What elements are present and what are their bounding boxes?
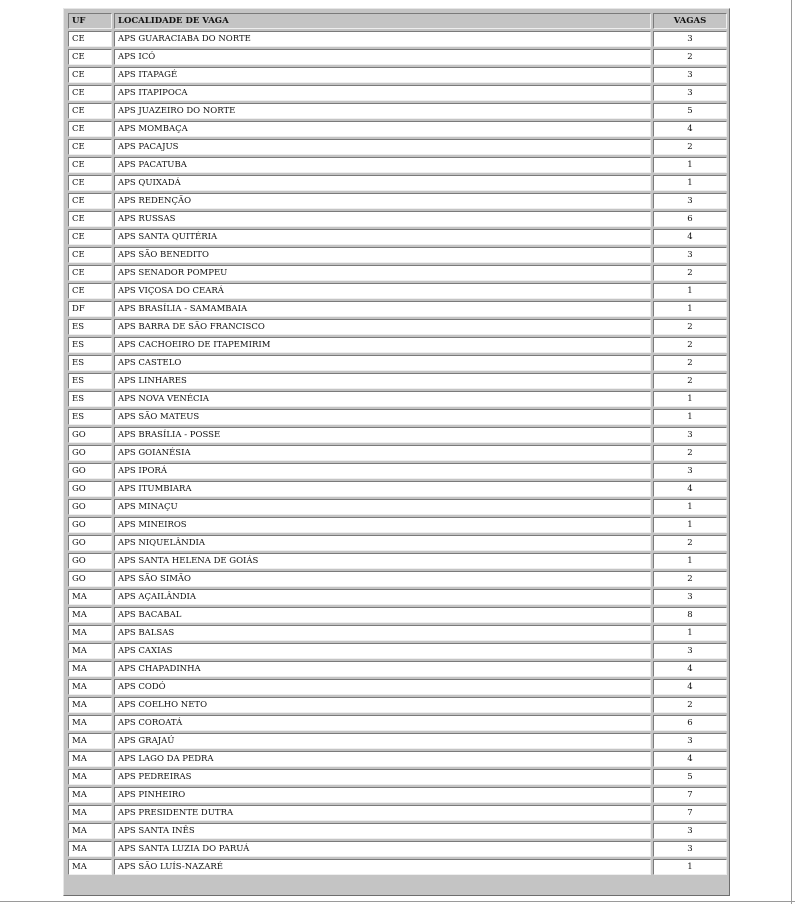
row-vagas-cell: 1 — [653, 283, 727, 299]
row-localidade-cell: APS IPORÁ — [114, 463, 651, 479]
row-vagas-cell: 7 — [653, 805, 727, 821]
table-row — [68, 103, 727, 119]
row-localidade-cell: APS BALSAS — [114, 625, 651, 641]
row-uf-cell: MA — [68, 679, 112, 695]
row-localidade-cell: APS LINHARES — [114, 373, 651, 389]
table-row — [68, 175, 727, 191]
table-row — [68, 247, 727, 263]
row-uf-cell: ES — [68, 409, 112, 425]
row-uf-cell: CE — [68, 175, 112, 191]
row-uf-cell: CE — [68, 265, 112, 281]
row-localidade-cell: APS NOVA VENÉCIA — [114, 391, 651, 407]
row-uf-cell: CE — [68, 157, 112, 173]
row-localidade-cell: APS PACAJUS — [114, 139, 651, 155]
table-row — [68, 769, 727, 785]
row-uf-cell: ES — [68, 337, 112, 353]
table-row — [68, 301, 727, 317]
row-vagas-cell: 4 — [653, 661, 727, 677]
row-vagas-cell: 3 — [653, 643, 727, 659]
row-localidade-cell: APS BRASÍLIA - POSSE — [114, 427, 651, 443]
row-localidade-cell: APS VIÇOSA DO CEARÁ — [114, 283, 651, 299]
row-uf-cell: CE — [68, 139, 112, 155]
table-row — [68, 859, 727, 875]
row-vagas-cell: 2 — [653, 337, 727, 353]
row-uf-cell: CE — [68, 85, 112, 101]
row-localidade-cell: APS SANTA HELENA DE GOIÁS — [114, 553, 651, 569]
table-row — [68, 427, 727, 443]
row-localidade-cell: APS SÃO SIMÃO — [114, 571, 651, 587]
table-row — [68, 229, 727, 245]
row-vagas-cell: 1 — [653, 859, 727, 875]
row-localidade-cell: APS JUAZEIRO DO NORTE — [114, 103, 651, 119]
row-uf-cell: GO — [68, 571, 112, 587]
row-localidade-cell: APS ICÓ — [114, 49, 651, 65]
row-uf-cell: CE — [68, 283, 112, 299]
row-vagas-cell: 7 — [653, 787, 727, 803]
header-localidade: LOCALIDADE DE VAGA — [114, 13, 651, 29]
table-row — [68, 823, 727, 839]
row-uf-cell: CE — [68, 67, 112, 83]
row-vagas-cell: 1 — [653, 391, 727, 407]
row-vagas-cell: 3 — [653, 193, 727, 209]
table-row — [68, 787, 727, 803]
row-vagas-cell: 4 — [653, 121, 727, 137]
row-uf-cell: MA — [68, 859, 112, 875]
row-localidade-cell: APS ITAPIPOCA — [114, 85, 651, 101]
table-row — [68, 49, 727, 65]
row-localidade-cell: APS PEDREIRAS — [114, 769, 651, 785]
table-row — [68, 265, 727, 281]
table-row — [68, 31, 727, 47]
vacancy-table-header — [68, 13, 727, 29]
row-vagas-cell: 4 — [653, 679, 727, 695]
row-localidade-cell: APS MINAÇU — [114, 499, 651, 515]
row-localidade-cell: APS SENADOR POMPEU — [114, 265, 651, 281]
row-uf-cell: ES — [68, 373, 112, 389]
row-vagas-cell: 2 — [653, 319, 727, 335]
table-row — [68, 517, 727, 533]
row-uf-cell: GO — [68, 535, 112, 551]
row-localidade-cell: APS NIQUELÂNDIA — [114, 535, 651, 551]
row-vagas-cell: 4 — [653, 751, 727, 767]
row-localidade-cell: APS SANTA LUZIA DO PARUÁ — [114, 841, 651, 857]
row-uf-cell: CE — [68, 121, 112, 137]
row-localidade-cell: APS BACABAL — [114, 607, 651, 623]
row-localidade-cell: APS BARRA DE SÃO FRANCISCO — [114, 319, 651, 335]
row-localidade-cell: APS GOIANÉSIA — [114, 445, 651, 461]
row-uf-cell: MA — [68, 823, 112, 839]
table-row — [68, 409, 727, 425]
row-uf-cell: GO — [68, 553, 112, 569]
row-vagas-cell: 3 — [653, 823, 727, 839]
row-uf-cell: MA — [68, 769, 112, 785]
row-localidade-cell: APS ITUMBIARA — [114, 481, 651, 497]
header-row — [68, 13, 727, 29]
row-uf-cell: CE — [68, 103, 112, 119]
row-vagas-cell: 1 — [653, 157, 727, 173]
row-uf-cell: MA — [68, 787, 112, 803]
row-vagas-cell: 6 — [653, 211, 727, 227]
row-localidade-cell: APS PINHEIRO — [114, 787, 651, 803]
row-localidade-cell: APS REDENÇÃO — [114, 193, 651, 209]
row-vagas-cell: 3 — [653, 67, 727, 83]
row-uf-cell: GO — [68, 427, 112, 443]
row-vagas-cell: 3 — [653, 841, 727, 857]
row-vagas-cell: 1 — [653, 625, 727, 641]
row-localidade-cell: APS SÃO LUÍS-NAZARÉ — [114, 859, 651, 875]
row-localidade-cell: APS MOMBAÇA — [114, 121, 651, 137]
row-localidade-cell: APS SANTA INÊS — [114, 823, 651, 839]
row-uf-cell: MA — [68, 661, 112, 677]
header-uf: UF — [68, 13, 112, 29]
table-row — [68, 463, 727, 479]
row-uf-cell: MA — [68, 643, 112, 659]
row-uf-cell: GO — [68, 481, 112, 497]
row-vagas-cell: 2 — [653, 355, 727, 371]
row-uf-cell: GO — [68, 517, 112, 533]
row-uf-cell: MA — [68, 733, 112, 749]
row-uf-cell: CE — [68, 193, 112, 209]
row-uf-cell: MA — [68, 697, 112, 713]
table-row — [68, 679, 727, 695]
row-uf-cell: GO — [68, 445, 112, 461]
row-uf-cell: MA — [68, 607, 112, 623]
row-vagas-cell: 1 — [653, 301, 727, 317]
vacancy-table-body — [68, 31, 727, 875]
row-localidade-cell: APS CACHOEIRO DE ITAPEMIRIM — [114, 337, 651, 353]
row-localidade-cell: APS GUARACIABA DO NORTE — [114, 31, 651, 47]
row-localidade-cell: APS PRESIDENTE DUTRA — [114, 805, 651, 821]
row-uf-cell: MA — [68, 589, 112, 605]
row-uf-cell: MA — [68, 751, 112, 767]
row-vagas-cell: 6 — [653, 715, 727, 731]
row-vagas-cell: 2 — [653, 373, 727, 389]
table-row — [68, 337, 727, 353]
table-row — [68, 715, 727, 731]
row-uf-cell: ES — [68, 355, 112, 371]
row-vagas-cell: 1 — [653, 517, 727, 533]
table-row — [68, 553, 727, 569]
row-vagas-cell: 3 — [653, 247, 727, 263]
table-row — [68, 805, 727, 821]
row-vagas-cell: 2 — [653, 571, 727, 587]
table-row — [68, 373, 727, 389]
table-row — [68, 607, 727, 623]
table-row — [68, 391, 727, 407]
row-localidade-cell: APS CASTELO — [114, 355, 651, 371]
row-vagas-cell: 2 — [653, 49, 727, 65]
vacancy-table — [66, 11, 729, 877]
row-localidade-cell: APS GRAJAÚ — [114, 733, 651, 749]
table-row — [68, 589, 727, 605]
row-vagas-cell: 1 — [653, 409, 727, 425]
row-vagas-cell: 3 — [653, 427, 727, 443]
row-localidade-cell: APS SANTA QUITÉRIA — [114, 229, 651, 245]
table-row — [68, 157, 727, 173]
table-row — [68, 625, 727, 641]
row-uf-cell: DF — [68, 301, 112, 317]
row-uf-cell: CE — [68, 229, 112, 245]
row-localidade-cell: APS CODÓ — [114, 679, 651, 695]
table-row — [68, 499, 727, 515]
row-localidade-cell: APS ITAPAGÉ — [114, 67, 651, 83]
row-uf-cell: ES — [68, 319, 112, 335]
row-vagas-cell: 3 — [653, 85, 727, 101]
row-uf-cell: CE — [68, 31, 112, 47]
row-localidade-cell: APS PACATUBA — [114, 157, 651, 173]
row-vagas-cell: 2 — [653, 265, 727, 281]
row-uf-cell: GO — [68, 499, 112, 515]
row-uf-cell: MA — [68, 625, 112, 641]
row-localidade-cell: APS COROATÁ — [114, 715, 651, 731]
table-row — [68, 841, 727, 857]
row-localidade-cell: APS CHAPADINHA — [114, 661, 651, 677]
row-uf-cell: MA — [68, 841, 112, 857]
row-uf-cell: CE — [68, 247, 112, 263]
row-uf-cell: ES — [68, 391, 112, 407]
row-uf-cell: MA — [68, 715, 112, 731]
vacancy-table-frame — [63, 8, 730, 896]
page-bottom-rule — [0, 901, 795, 902]
row-vagas-cell: 4 — [653, 481, 727, 497]
row-localidade-cell: APS BRASÍLIA - SAMAMBAIA — [114, 301, 651, 317]
table-row — [68, 319, 727, 335]
table-row — [68, 751, 727, 767]
table-row — [68, 643, 727, 659]
row-localidade-cell: APS CAXIAS — [114, 643, 651, 659]
row-localidade-cell: APS MINEIROS — [114, 517, 651, 533]
table-row — [68, 193, 727, 209]
header-vagas: VAGAS — [653, 13, 727, 29]
row-localidade-cell: APS SÃO MATEUS — [114, 409, 651, 425]
row-vagas-cell: 1 — [653, 175, 727, 191]
row-localidade-cell: APS AÇAILÂNDIA — [114, 589, 651, 605]
table-row — [68, 139, 727, 155]
table-row — [68, 85, 727, 101]
row-vagas-cell: 3 — [653, 463, 727, 479]
table-row — [68, 283, 727, 299]
row-uf-cell: CE — [68, 49, 112, 65]
page-right-rule — [791, 0, 792, 904]
table-row — [68, 355, 727, 371]
row-vagas-cell: 3 — [653, 589, 727, 605]
row-localidade-cell: APS LAGO DA PEDRA — [114, 751, 651, 767]
row-vagas-cell: 2 — [653, 535, 727, 551]
row-localidade-cell: APS SÃO BENEDITO — [114, 247, 651, 263]
row-vagas-cell: 2 — [653, 139, 727, 155]
row-localidade-cell: APS COELHO NETO — [114, 697, 651, 713]
row-vagas-cell: 4 — [653, 229, 727, 245]
row-vagas-cell: 2 — [653, 697, 727, 713]
table-row — [68, 535, 727, 551]
row-vagas-cell: 5 — [653, 103, 727, 119]
row-uf-cell: CE — [68, 211, 112, 227]
row-vagas-cell: 3 — [653, 733, 727, 749]
row-uf-cell: MA — [68, 805, 112, 821]
table-row — [68, 211, 727, 227]
row-vagas-cell: 1 — [653, 499, 727, 515]
table-row — [68, 571, 727, 587]
row-vagas-cell: 5 — [653, 769, 727, 785]
row-vagas-cell: 1 — [653, 553, 727, 569]
table-row — [68, 697, 727, 713]
table-row — [68, 67, 727, 83]
table-row — [68, 481, 727, 497]
row-uf-cell: GO — [68, 463, 112, 479]
row-vagas-cell: 3 — [653, 31, 727, 47]
table-row — [68, 121, 727, 137]
row-localidade-cell: APS RUSSAS — [114, 211, 651, 227]
row-localidade-cell: APS QUIXADÁ — [114, 175, 651, 191]
table-row — [68, 733, 727, 749]
table-row — [68, 661, 727, 677]
row-vagas-cell: 8 — [653, 607, 727, 623]
row-vagas-cell: 2 — [653, 445, 727, 461]
table-row — [68, 445, 727, 461]
